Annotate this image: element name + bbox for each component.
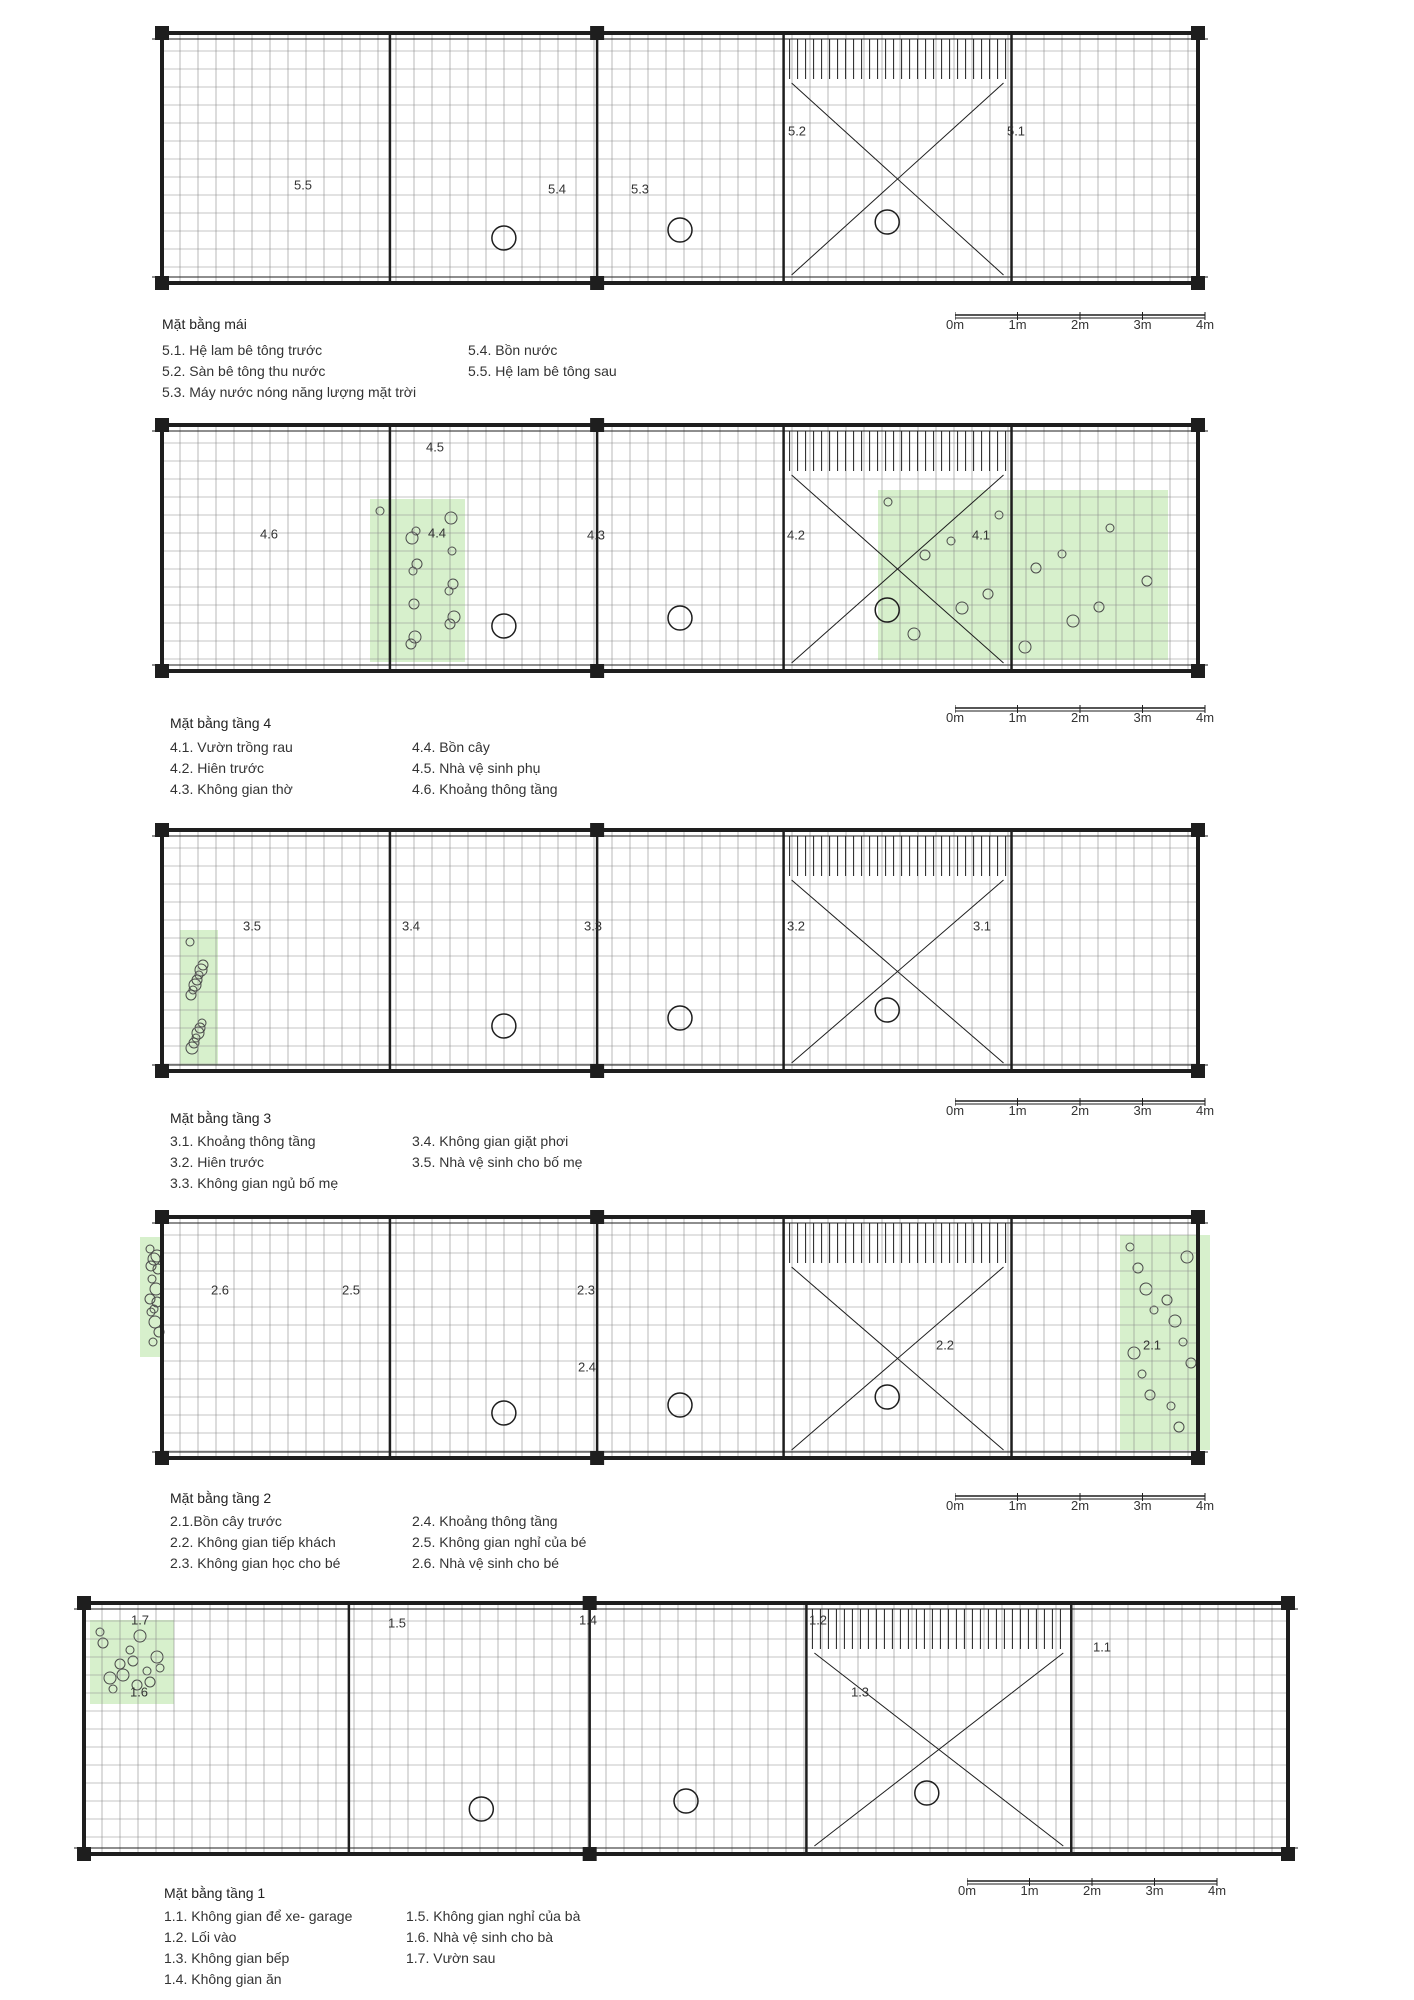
legend-item: 3.2. Hiên trước: [170, 1154, 265, 1170]
legend-item: 1.3. Không gian bếp: [164, 1950, 290, 1966]
scale-tick-label: 1m: [1008, 1103, 1027, 1118]
plan-floor4: [152, 418, 1208, 678]
legend-item: 1.4. Không gian ăn: [164, 1971, 282, 1987]
structural-column: [1191, 276, 1205, 290]
scale-tick-label: 0m: [945, 1498, 965, 1513]
structural-column: [1191, 26, 1205, 40]
legend-item: 5.2. Sàn bê tông thu nước: [162, 363, 326, 379]
room-label: 2.2: [935, 1337, 955, 1353]
legend-item: 2.6. Nhà vệ sinh cho bé: [412, 1555, 560, 1571]
legend-item: 1.5. Không gian nghỉ của bà: [406, 1908, 581, 1924]
furniture-symbol: [915, 1781, 939, 1805]
legend-item: 5.4. Bồn nước: [468, 342, 558, 358]
legend-item: 5.5. Hệ lam bê tông sau: [468, 363, 617, 379]
floor-tile-grid: [162, 830, 1198, 1071]
floor-tile-grid: [162, 33, 1198, 283]
legend-item: 2.4. Khoảng thông tầng: [412, 1513, 558, 1529]
scale-tick-label: 3m: [1133, 1498, 1152, 1513]
room-label: 1.5: [387, 1615, 407, 1631]
legend-item: 1.1. Không gian để xe- garage: [164, 1908, 353, 1924]
scale-tick-label: 2m: [1070, 1103, 1090, 1118]
scale-tick-label: 3m: [1145, 1883, 1164, 1898]
structural-column: [590, 664, 604, 678]
scale-tick-label: 4m: [1195, 710, 1215, 725]
room-label: 2.3: [576, 1282, 596, 1298]
room-label: 5.1: [1006, 123, 1026, 139]
scale-tick-label: 2m: [1070, 1498, 1090, 1513]
scale-tick-label: 0m: [945, 1103, 965, 1118]
outer-wall: [162, 33, 1198, 283]
floor-tile-grid: [162, 1217, 1198, 1458]
scale-bar: [945, 1488, 1225, 1516]
legend-item: 4.4. Bồn cây: [412, 739, 490, 755]
legend-item: 3.5. Nhà vệ sinh cho bố mẹ: [412, 1154, 583, 1170]
structural-column: [590, 823, 604, 837]
legend-item: 3.3. Không gian ngủ bố mẹ: [170, 1175, 339, 1191]
room-label: 2.1: [1142, 1337, 1162, 1353]
legend-item: 5.1. Hệ lam bê tông trước: [162, 342, 323, 358]
scale-tick-label: 4m: [1195, 1103, 1215, 1118]
room-label: 3.4: [401, 918, 421, 934]
scale-tick-label: 4m: [1195, 1498, 1215, 1513]
structural-column: [155, 1064, 169, 1078]
legend-item: 2.3. Không gian học cho bé: [170, 1555, 341, 1571]
structural-column: [155, 664, 169, 678]
structural-column: [155, 1451, 169, 1465]
legend-item: 4.2. Hiên trước: [170, 760, 265, 776]
scale-tick-label: 1m: [1008, 317, 1027, 332]
plan-title: Mặt bằng tầng 2: [170, 1490, 272, 1506]
stair-treads: [790, 39, 1006, 79]
stair-treads: [812, 1609, 1060, 1649]
legend-item: 2.2. Không gian tiếp khách: [170, 1534, 336, 1550]
furniture-symbol: [668, 218, 692, 242]
structural-column: [590, 26, 604, 40]
room-label: 1.4: [578, 1612, 598, 1628]
structural-column: [583, 1847, 597, 1861]
structural-column: [1281, 1596, 1295, 1610]
room-label: 2.5: [341, 1282, 361, 1298]
stair-treads: [790, 1223, 1006, 1263]
scale-bar: [945, 700, 1225, 728]
room-label: 4.1: [971, 527, 991, 543]
structural-column: [1191, 1451, 1205, 1465]
room-label: 4.4: [427, 525, 447, 541]
scale-bar: [957, 1873, 1237, 1901]
room-label: 1.7: [130, 1612, 150, 1628]
structural-column: [1281, 1847, 1295, 1861]
structural-column: [155, 1210, 169, 1224]
room-label: 4.3: [586, 527, 606, 543]
room-label: 2.6: [210, 1282, 230, 1298]
legend-item: 1.6. Nhà vệ sinh cho bà: [406, 1929, 554, 1945]
furniture-symbol: [668, 1393, 692, 1417]
room-label: 1.1: [1092, 1639, 1112, 1655]
scale-tick-label: 1m: [1020, 1883, 1039, 1898]
scale-bar: [945, 307, 1225, 335]
room-label: 5.5: [293, 177, 313, 193]
room-label: 2.4: [577, 1359, 597, 1375]
structural-column: [77, 1596, 91, 1610]
plan-floor2: [140, 1210, 1210, 1465]
scale-tick-label: 2m: [1070, 317, 1090, 332]
legend-item: 3.4. Không gian giặt phơi: [412, 1133, 569, 1149]
room-label: 3.2: [786, 918, 806, 934]
room-label: 1.2: [808, 1612, 828, 1628]
legend-item: 1.7. Vườn sau: [406, 1950, 496, 1966]
legend-item: 4.1. Vườn trồng rau: [170, 739, 293, 755]
plan-title: Mặt bằng tầng 1: [164, 1885, 266, 1901]
plan-roof: [152, 26, 1208, 290]
legend-item: 4.3. Không gian thờ: [170, 781, 293, 797]
scale-tick-label: 3m: [1133, 1103, 1152, 1118]
legend-item: 4.5. Nhà vệ sinh phụ: [412, 760, 541, 776]
plan-title: Mặt bằng tầng 4: [170, 715, 272, 731]
legend-item: 1.2. Lối vào: [164, 1929, 237, 1945]
furniture-symbol: [469, 1797, 493, 1821]
legend-item: 4.6. Khoảng thông tầng: [412, 781, 558, 797]
structural-column: [583, 1596, 597, 1610]
structural-column: [155, 823, 169, 837]
room-label: 3.3: [583, 918, 603, 934]
structural-column: [77, 1847, 91, 1861]
legend-item: 3.1. Khoảng thông tầng: [170, 1133, 316, 1149]
scale-tick-label: 2m: [1082, 1883, 1102, 1898]
room-label: 5.2: [787, 123, 807, 139]
legend-item: 5.3. Máy nước nóng năng lượng mặt trời: [162, 384, 417, 400]
room-label: 1.6: [129, 1684, 149, 1700]
structural-column: [590, 1451, 604, 1465]
legend-item: 2.5. Không gian nghỉ của bé: [412, 1534, 587, 1550]
structural-column: [1191, 823, 1205, 837]
structural-column: [1191, 1064, 1205, 1078]
plan-title: Mặt bằng tầng 3: [170, 1110, 272, 1126]
stair-treads: [790, 836, 1006, 876]
furniture-symbol: [668, 1006, 692, 1030]
scale-tick-label: 3m: [1133, 710, 1152, 725]
room-label: 5.4: [547, 181, 567, 197]
stair-treads: [790, 431, 1006, 471]
structural-column: [590, 276, 604, 290]
room-label: 4.6: [259, 526, 279, 542]
room-label: 1.3: [850, 1684, 870, 1700]
legend-item: 2.1.Bồn cây trước: [170, 1513, 282, 1529]
room-label: 4.5: [425, 439, 445, 455]
planting-area: [370, 499, 465, 662]
scale-bar: [945, 1093, 1225, 1121]
plan-floor1: [74, 1596, 1298, 1861]
scale-tick-label: 0m: [957, 1883, 977, 1898]
scale-tick-label: 0m: [945, 317, 965, 332]
structural-column: [1191, 664, 1205, 678]
scale-tick-label: 4m: [1207, 1883, 1227, 1898]
structural-column: [155, 276, 169, 290]
scale-tick-label: 1m: [1008, 1498, 1027, 1513]
scale-tick-label: 0m: [945, 710, 965, 725]
furniture-symbol: [875, 210, 899, 234]
scale-tick-label: 3m: [1133, 317, 1152, 332]
scale-tick-label: 2m: [1070, 710, 1090, 725]
structural-column: [1191, 1210, 1205, 1224]
structural-column: [590, 1064, 604, 1078]
room-label: 4.2: [786, 527, 806, 543]
room-label: 5.3: [630, 181, 650, 197]
plan-floor3: [152, 823, 1208, 1078]
planting-area: [878, 490, 1168, 660]
structural-column: [155, 26, 169, 40]
plan-title: Mặt bằng mái: [162, 316, 247, 332]
room-label: 3.1: [972, 918, 992, 934]
structural-column: [590, 1210, 604, 1224]
furniture-symbol: [668, 606, 692, 630]
scale-tick-label: 1m: [1008, 710, 1027, 725]
structural-column: [1191, 418, 1205, 432]
room-label: 3.5: [242, 918, 262, 934]
structural-column: [590, 418, 604, 432]
scale-tick-label: 4m: [1195, 317, 1215, 332]
structural-column: [155, 418, 169, 432]
